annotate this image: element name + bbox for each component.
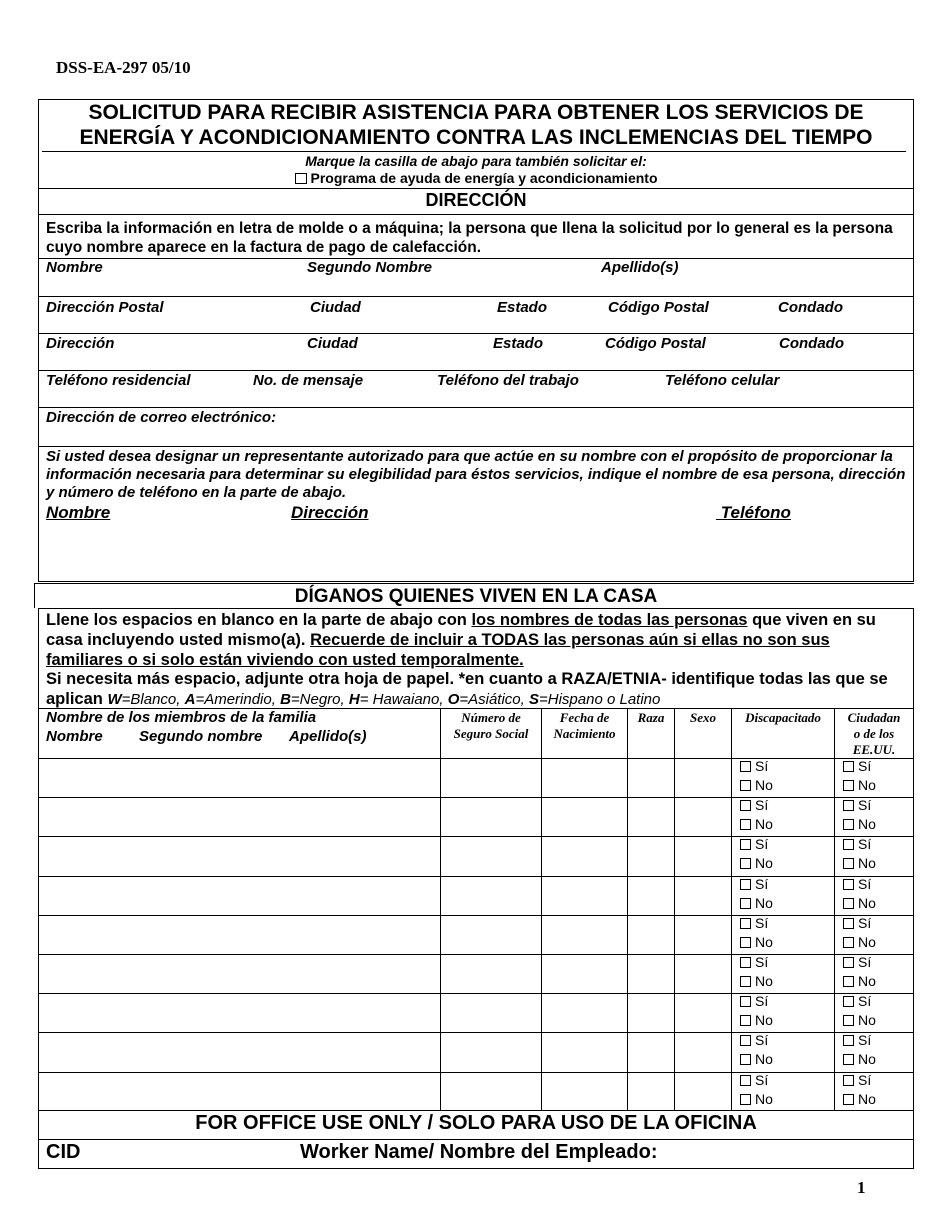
member-name-field[interactable]	[39, 994, 439, 1031]
citizen-yes-checkbox[interactable]	[843, 918, 854, 929]
household-instructions: Llene los espacios en blanco en la parte de abajo con los nombres de todas las personas que viven en su casa incluyendo usted mismo(a). Recuerde de incluir a TODAS las personas aún si ellas no son sus familiares o si solo están viviendo con usted temporalmente.	[46, 611, 876, 669]
citizen-no-option[interactable]	[843, 894, 876, 913]
divider	[38, 188, 914, 189]
page-number: 1	[857, 1178, 866, 1197]
home-phone-label: Teléfono residencial	[46, 372, 191, 389]
mailing-state-label: Estado	[497, 299, 548, 316]
street-address-field[interactable]	[42, 353, 908, 368]
disabled-no-checkbox[interactable]	[740, 976, 751, 987]
member-dob-field[interactable]	[542, 1073, 627, 1110]
citizen-yes-checkbox[interactable]	[843, 800, 854, 811]
citizen-no-option[interactable]	[843, 1011, 876, 1030]
divider	[38, 446, 914, 447]
citizen-yes-option[interactable]	[843, 796, 871, 815]
member-sex-field[interactable]	[675, 759, 731, 796]
citizen-no-option[interactable]	[843, 972, 876, 991]
citizen-no-label: No	[858, 973, 876, 989]
disabled-yes-option[interactable]	[740, 1071, 768, 1090]
email-field[interactable]	[300, 409, 906, 443]
disabled-yes-option[interactable]	[740, 835, 768, 854]
citizen-yes-checkbox[interactable]	[843, 839, 854, 850]
disabled-no-label: No	[755, 1051, 773, 1067]
divider	[34, 583, 914, 584]
disabled-no-checkbox[interactable]	[740, 1054, 751, 1065]
citizen-yes-label: Sí	[858, 758, 872, 774]
sex-column-header: Sexo	[690, 710, 716, 725]
citizen-no-checkbox[interactable]	[843, 858, 854, 869]
member-name-field[interactable]	[39, 916, 439, 953]
rep-address-label: Dirección	[291, 503, 369, 522]
disabled-no-option[interactable]	[740, 1090, 773, 1109]
divider	[38, 370, 914, 371]
member-dob-field[interactable]	[542, 798, 627, 835]
citizen-yes-label: Sí	[858, 876, 872, 892]
divider	[38, 333, 914, 334]
citizen-yes-checkbox[interactable]	[843, 1075, 854, 1086]
citizen-yes-label: Sí	[858, 1032, 872, 1048]
disabled-yes-label: Sí	[755, 1072, 769, 1088]
disabled-no-label: No	[755, 1012, 773, 1028]
citizen-no-label: No	[858, 855, 876, 871]
disabled-no-checkbox[interactable]	[740, 1015, 751, 1026]
member-ssn-field[interactable]	[441, 759, 541, 796]
citizen-no-label: No	[858, 1091, 876, 1107]
phone-fields[interactable]	[42, 390, 908, 405]
disabled-yes-label: Sí	[755, 797, 769, 813]
disabled-no-label: No	[755, 816, 773, 832]
last-name-label: Apellido(s)	[601, 259, 679, 276]
member-dob-field[interactable]	[542, 837, 627, 874]
citizen-no-label: No	[858, 777, 876, 793]
street-address-label: Dirección	[46, 335, 115, 352]
member-dob-field[interactable]	[542, 877, 627, 914]
disabled-yes-option[interactable]	[740, 796, 768, 815]
citizen-yes-option[interactable]	[843, 914, 871, 933]
street-state-label: Estado	[493, 335, 544, 352]
disabled-no-checkbox[interactable]	[740, 937, 751, 948]
divider	[38, 407, 914, 408]
member-name-field[interactable]	[39, 955, 439, 992]
citizen-no-option[interactable]	[843, 776, 876, 795]
disabled-no-option[interactable]	[740, 894, 773, 913]
citizen-no-checkbox[interactable]	[843, 1054, 854, 1065]
divider	[38, 296, 914, 297]
citizen-no-label: No	[858, 1051, 876, 1067]
citizen-yes-option[interactable]	[843, 992, 871, 1011]
citizen-yes-checkbox[interactable]	[843, 761, 854, 772]
disabled-yes-label: Sí	[755, 954, 769, 970]
last-name-column: Apellido(s)	[289, 728, 367, 745]
disabled-no-option[interactable]	[740, 854, 773, 873]
middle-name-column: Segundo nombre	[139, 728, 263, 745]
citizen-no-checkbox[interactable]	[843, 1094, 854, 1105]
member-ssn-field[interactable]	[441, 877, 541, 914]
citizen-yes-checkbox[interactable]	[843, 1035, 854, 1046]
worker-name-label: Worker Name/ Nombre del Empleado:	[300, 1141, 658, 1163]
street-zip-label: Código Postal	[605, 335, 706, 352]
member-race-field[interactable]	[628, 916, 674, 953]
member-ssn-field[interactable]	[441, 916, 541, 953]
disabled-yes-label: Sí	[755, 876, 769, 892]
disabled-no-option[interactable]	[740, 1050, 773, 1069]
disabled-no-option[interactable]	[740, 933, 773, 952]
message-phone-label: No. de mensaje	[253, 372, 364, 389]
mailing-county-label: Condado	[778, 299, 843, 316]
column-divider	[731, 708, 732, 1110]
disabled-yes-checkbox[interactable]	[740, 1075, 751, 1086]
disabled-no-label: No	[755, 855, 773, 871]
citizen-no-checkbox[interactable]	[843, 898, 854, 909]
column-divider	[834, 708, 835, 1110]
first-name-label: Nombre	[46, 259, 103, 276]
disabled-yes-option[interactable]	[740, 757, 768, 776]
disabled-no-label: No	[755, 973, 773, 989]
disabled-no-option[interactable]	[740, 972, 773, 991]
member-dob-field[interactable]	[542, 1033, 627, 1070]
citizen-no-option[interactable]	[843, 854, 876, 873]
address-instructions: Escriba la información en letra de molde o a máquina; la persona que llena la solicitud por lo general es la persona cuyo nombre aparece en la factura de pago de calefacción.	[46, 220, 893, 256]
disabled-yes-checkbox[interactable]	[740, 839, 751, 850]
disabled-yes-label: Sí	[755, 915, 769, 931]
disabled-yes-option[interactable]	[740, 875, 768, 894]
member-dob-field[interactable]	[542, 916, 627, 953]
citizen-yes-label: Sí	[858, 797, 872, 813]
ssn-column-header: Número de Seguro Social	[453, 710, 529, 741]
member-race-field[interactable]	[628, 1073, 674, 1110]
disabled-no-checkbox[interactable]	[740, 898, 751, 909]
citizen-no-checkbox[interactable]	[843, 976, 854, 987]
street-county-label: Condado	[779, 335, 844, 352]
disabled-yes-checkbox[interactable]	[740, 996, 751, 1007]
disabled-no-label: No	[755, 934, 773, 950]
middle-name-label: Segundo Nombre	[307, 259, 433, 276]
member-dob-field[interactable]	[542, 994, 627, 1031]
member-dob-field[interactable]	[542, 955, 627, 992]
citizen-no-option[interactable]	[843, 1050, 876, 1069]
disabled-yes-label: Sí	[755, 836, 769, 852]
citizen-yes-label: Sí	[858, 836, 872, 852]
email-label: Dirección de correo electrónico:	[46, 409, 277, 426]
mailing-zip-label: Código Postal	[608, 299, 709, 316]
member-name-field[interactable]	[39, 877, 439, 914]
member-sex-field[interactable]	[675, 955, 731, 992]
citizen-yes-option[interactable]	[843, 835, 871, 854]
form-code: DSS-EA-297 05/10	[56, 58, 191, 77]
disabled-no-label: No	[755, 777, 773, 793]
disabled-yes-checkbox[interactable]	[740, 761, 751, 772]
citizen-yes-label: Sí	[858, 954, 872, 970]
work-phone-label: Teléfono del trabajo	[437, 372, 579, 389]
program-option	[38, 170, 914, 186]
member-ssn-field[interactable]	[441, 1033, 541, 1070]
disabled-yes-option[interactable]	[740, 992, 768, 1011]
disabled-no-option[interactable]	[740, 1011, 773, 1030]
member-race-field[interactable]	[628, 759, 674, 796]
disabled-yes-label: Sí	[755, 993, 769, 1009]
divider	[38, 258, 914, 259]
member-ssn-field[interactable]	[441, 798, 541, 835]
citizen-no-label: No	[858, 816, 876, 832]
disabled-yes-checkbox[interactable]	[740, 879, 751, 890]
member-name-field[interactable]	[39, 1073, 439, 1110]
divider	[34, 583, 35, 608]
member-name-field[interactable]	[39, 837, 439, 874]
program-checkbox-label: Programa de ayuda de energía y acondicionamiento	[310, 170, 658, 186]
citizen-yes-option[interactable]	[843, 875, 871, 894]
member-sex-field[interactable]	[675, 1073, 731, 1110]
race-instructions: Si necesita más espacio, adjunte otra hoja de papel. *en cuanto a RAZA/ETNIA- identifique todas las que se aplican W=Blanco, A=Amerindio, B=Negro, H= Hawaiano, O=Asiático, S=Hispano o Latino	[46, 670, 888, 708]
disabled-yes-label: Sí	[755, 758, 769, 774]
member-sex-field[interactable]	[675, 1033, 731, 1070]
mailing-city-label: Ciudad	[310, 299, 361, 316]
address-heading: DIRECCIÓN	[425, 190, 527, 210]
member-sex-field[interactable]	[675, 877, 731, 914]
citizen-no-option[interactable]	[843, 1090, 876, 1109]
household-heading: DÍGANOS QUIENES VIVEN EN LA CASA	[294, 586, 658, 607]
disabled-yes-option[interactable]	[740, 1031, 768, 1050]
citizen-no-checkbox[interactable]	[843, 780, 854, 791]
rep-name-label: Nombre	[46, 503, 111, 522]
divider	[38, 214, 914, 215]
member-name-field[interactable]	[39, 798, 439, 835]
disabled-no-option[interactable]	[740, 776, 773, 795]
citizen-yes-option[interactable]	[843, 1071, 871, 1090]
citizen-no-checkbox[interactable]	[843, 819, 854, 830]
member-race-field[interactable]	[628, 837, 674, 874]
cid-label: CID	[46, 1141, 81, 1163]
mailing-address-field[interactable]	[42, 316, 908, 331]
member-race-field[interactable]	[628, 877, 674, 914]
disabled-no-label: No	[755, 895, 773, 911]
citizen-no-checkbox[interactable]	[843, 1015, 854, 1026]
disabled-no-label: No	[755, 1091, 773, 1107]
member-race-field[interactable]	[628, 798, 674, 835]
dob-column-header: Fecha de Nacimiento	[553, 710, 616, 741]
member-ssn-field[interactable]	[441, 994, 541, 1031]
member-ssn-field[interactable]	[441, 1073, 541, 1110]
citizen-yes-label: Sí	[858, 993, 872, 1009]
member-name-field[interactable]	[39, 759, 439, 796]
citizen-yes-label: Sí	[858, 1072, 872, 1088]
member-ssn-field[interactable]	[441, 837, 541, 874]
table-bottom-line	[38, 1110, 914, 1111]
member-race-field[interactable]	[628, 1033, 674, 1070]
disabled-no-checkbox[interactable]	[740, 1094, 751, 1105]
form-title	[38, 100, 914, 150]
mailing-address-label: Dirección Postal	[46, 299, 164, 316]
citizen-yes-option[interactable]	[843, 757, 871, 776]
citizen-yes-label: Sí	[858, 915, 872, 931]
disabled-no-option[interactable]	[740, 815, 773, 834]
citizen-yes-option[interactable]	[843, 1031, 871, 1050]
program-checkbox[interactable]	[295, 173, 307, 184]
title-line-2: ENERGÍA Y ACONDICIONAMIENTO CONTRA LAS INCLEMENCIAS DEL TIEMPO	[79, 126, 873, 149]
citizen-yes-option[interactable]	[843, 953, 871, 972]
citizen-no-label: No	[858, 934, 876, 950]
disabled-no-checkbox[interactable]	[740, 858, 751, 869]
representative-instructions: Si usted desea designar un representante autorizado para que actúe en su nombre con el propósito de proporcionar la información necesaria para determinar su elegibilidad para éstos servicios, indique el nombre de esa persona, dirección y número de teléfono en la parte de abajo.	[46, 448, 906, 501]
citizen-no-label: No	[858, 895, 876, 911]
member-sex-field[interactable]	[675, 837, 731, 874]
first-name-column: Nombre	[46, 728, 103, 745]
citizen-yes-checkbox[interactable]	[843, 879, 854, 890]
title-line-1: SOLICITUD PARA RECIBIR ASISTENCIA PARA OBTENER LOS SERVICIOS DE	[88, 101, 864, 124]
citizen-no-checkbox[interactable]	[843, 937, 854, 948]
citizen-no-option[interactable]	[843, 933, 876, 952]
rep-phone-label: Teléfono	[720, 503, 791, 522]
member-dob-field[interactable]	[542, 759, 627, 796]
cell-phone-label: Teléfono celular	[665, 372, 780, 389]
disabled-no-checkbox[interactable]	[740, 780, 751, 791]
disabled-yes-option[interactable]	[740, 914, 768, 933]
disabled-column-header: Discapacitado	[745, 710, 821, 725]
citizen-no-label: No	[858, 1012, 876, 1028]
representative-fields[interactable]	[42, 526, 908, 578]
also-apply-instruction: Marque la casilla de abajo para también solicitar el:	[305, 153, 647, 169]
member-race-field[interactable]	[628, 994, 674, 1031]
disabled-yes-checkbox[interactable]	[740, 1035, 751, 1046]
disabled-yes-label: Sí	[755, 1032, 769, 1048]
member-name-field[interactable]	[39, 1033, 439, 1070]
divider	[38, 1139, 914, 1140]
citizen-column-header: Ciudadan o de los EE.UU.	[847, 710, 901, 757]
disabled-no-checkbox[interactable]	[740, 819, 751, 830]
disabled-yes-checkbox[interactable]	[740, 800, 751, 811]
street-city-label: Ciudad	[307, 335, 358, 352]
members-column-title: Nombre de los miembros de la familia	[46, 709, 317, 726]
member-sex-field[interactable]	[675, 994, 731, 1031]
member-sex-field[interactable]	[675, 798, 731, 835]
member-race-field[interactable]	[628, 955, 674, 992]
disabled-yes-checkbox[interactable]	[740, 957, 751, 968]
applicant-name-field[interactable]	[42, 277, 908, 294]
divider	[42, 151, 906, 152]
member-sex-field[interactable]	[675, 916, 731, 953]
member-ssn-field[interactable]	[441, 955, 541, 992]
citizen-yes-checkbox[interactable]	[843, 957, 854, 968]
disabled-yes-checkbox[interactable]	[740, 918, 751, 929]
office-use-heading: FOR OFFICE USE ONLY / SOLO PARA USO DE LA OFICINA	[195, 1112, 757, 1134]
race-column-header: Raza	[637, 710, 665, 725]
citizen-no-option[interactable]	[843, 815, 876, 834]
disabled-yes-option[interactable]	[740, 953, 768, 972]
citizen-yes-checkbox[interactable]	[843, 996, 854, 1007]
